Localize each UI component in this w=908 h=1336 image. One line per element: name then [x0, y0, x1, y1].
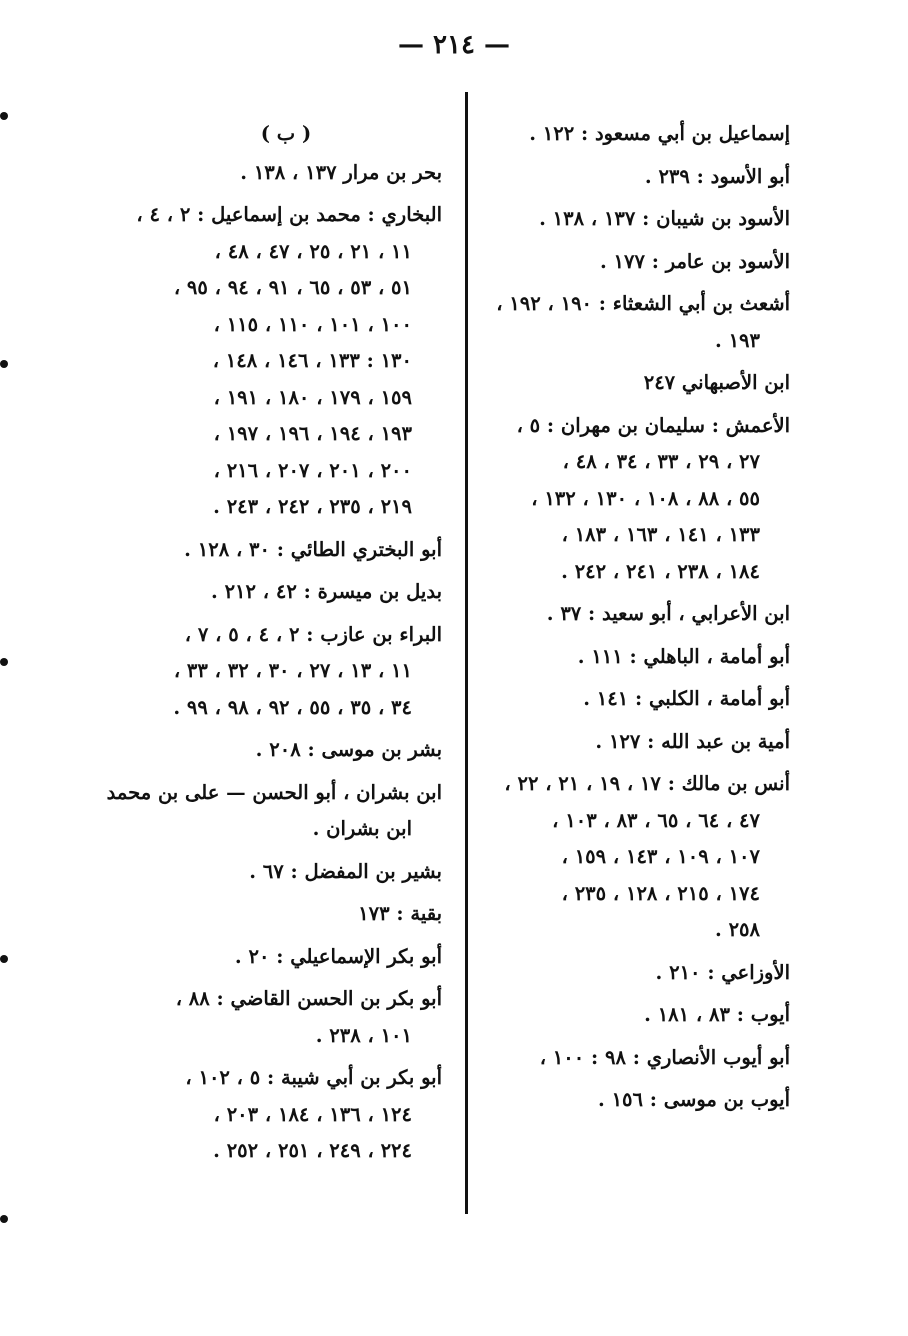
- index-entry: [130, 732, 442, 769]
- entry-name-line: البخاري : محمد بن إسماعيل : ٢ ، ٤ ،: [136, 203, 442, 226]
- index-entry: [488, 1082, 790, 1119]
- entry-name-line: ابن بشران ، أبو الحسن — على بن محمد: [106, 780, 442, 804]
- entry-name-line: أبو الأسود : ٢٣٩ .: [644, 164, 790, 188]
- index-entry: [488, 681, 790, 718]
- entry-name-line: أبو أيوب الأنصاري : ٩٨ : ١٠٠ ،: [539, 1045, 790, 1069]
- entry-pages-line: ١٩٣ .: [715, 328, 760, 352]
- entry-name-line: الأعمش : سليمان بن مهران : ٥ ،: [516, 413, 790, 437]
- entry-pages-line: ١٠٧ ، ١٠٩ ، ١٤٣ ، ١٥٩ ،: [561, 845, 760, 868]
- index-entry: [130, 939, 442, 976]
- entry-pages-line: ١١ ، ١٣ ، ٢٧ ، ٣٠ ، ٣٢ ، ٣٣ ،: [173, 659, 412, 682]
- entry-name-line: أبو البختري الطائي : ٣٠ ، ١٢٨ .: [184, 537, 442, 561]
- index-entry: [488, 997, 790, 1034]
- entry-name-line: أمية بن عبد الله : ١٢٧ .: [595, 729, 790, 753]
- entry-pages-line: ١٨٤ ، ٢٣٨ ، ٢٤١ ، ٢٤٢ .: [561, 559, 760, 583]
- entry-pages-line: ٣٤ ، ٣٥ ، ٥٥ ، ٩٢ ، ٩٨ ، ٩٩ .: [173, 695, 412, 719]
- entry-pages-line: ١٠١ ، ٢٣٨ .: [315, 1023, 412, 1047]
- index-entry: [130, 1060, 442, 1170]
- entry-pages-line: ١٣٠ : ١٣٣ ، ١٤٦ ، ١٤٨ ،: [212, 349, 412, 372]
- entry-pages-line: ٢٥٨ .: [715, 918, 760, 941]
- entry-pages-line: ١٩٣ ، ١٩٤ ، ١٩٦ ، ١٩٧ ،: [213, 422, 412, 445]
- index-entry: [488, 244, 790, 281]
- entry-pages-line: ١٥٩ ، ١٧٩ ، ١٨٠ ، ١٩١ ،: [213, 385, 412, 409]
- entry-name-line: البراء بن عازب : ٢ ، ٤ ، ٥ ، ٧ ،: [184, 622, 442, 646]
- entry-name-line: أيوب : ٨٣ ، ١٨١ .: [644, 1003, 790, 1026]
- index-entry: [130, 854, 442, 891]
- entry-name-line: أبو بكر الإسماعيلي : ٢٠ .: [234, 944, 442, 968]
- index-entry: [488, 201, 790, 238]
- entry-pages-line: ٤٧ ، ٦٤ ، ٦٥ ، ٨٣ ، ١٠٣ ،: [552, 808, 760, 832]
- entry-name-line: إسماعيل بن أبي مسعود : ١٢٢ .: [529, 122, 790, 145]
- entry-pages-line: ٥٥ ، ٨٨ ، ١٠٨ ، ١٣٠ ، ١٣٢ ،: [531, 486, 760, 510]
- entry-name-line: بحر بن مرار ١٣٧ ، ١٣٨ .: [240, 160, 442, 184]
- entry-pages-line: ١٠٠ ، ١٠١ ، ١١٠ ، ١١٥ ،: [213, 312, 412, 336]
- entry-name-line: ابن الأصبهاني ٢٤٧: [643, 371, 790, 394]
- index-entry: [106, 775, 442, 848]
- entry-name-line: بقية : ١٧٣: [358, 902, 442, 925]
- index-column-left: [106, 116, 442, 1176]
- entry-pages-line: ١٣٣ ، ١٤١ ، ١٦٣ ، ١٨٣ ،: [561, 523, 760, 546]
- index-entry: [488, 639, 790, 676]
- index-entry: [130, 197, 442, 526]
- entry-name-line: أبو بكر بن الحسن القاضي : ٨٨ ،: [175, 987, 442, 1010]
- entry-name-line: أبو أمامة ، الكلبي : ١٤١ .: [583, 687, 790, 710]
- margin-mark: [0, 360, 8, 368]
- index-entry: [488, 286, 790, 359]
- index-entry: [130, 896, 442, 933]
- index-entry: [488, 596, 790, 633]
- index-entry: [130, 617, 442, 727]
- index-entry: [488, 724, 790, 761]
- entry-name-line: بشير بن المفضل : ٦٧ .: [249, 859, 442, 883]
- index-entry: [130, 532, 442, 569]
- margin-mark: [0, 1215, 8, 1223]
- margin-mark: [0, 112, 8, 120]
- entry-name-line: ابن الأعرابي ، أبو سعيد : ٣٧ .: [546, 602, 790, 625]
- section-heading: ( ب ): [260, 122, 312, 145]
- entry-pages-line: ٢٧ ، ٢٩ ، ٣٣ ، ٣٤ ، ٤٨ ،: [562, 450, 760, 473]
- index-entry: [488, 955, 790, 992]
- entry-name-line: أبو بكر بن أبي شيبة : ٥ ، ١٠٢ ،: [185, 1066, 442, 1089]
- entry-name-line: أيوب بن موسى : ١٥٦ .: [597, 1088, 790, 1111]
- page-number: — ٢١٤ —: [397, 30, 511, 60]
- entry-pages-line: ١٢٤ ، ١٣٦ ، ١٨٤ ، ٢٠٣ ،: [213, 1102, 412, 1126]
- entry-pages-line: ابن بشران .: [312, 817, 412, 840]
- entry-name-line: الأسود بن شيبان : ١٣٧ ، ١٣٨ .: [539, 207, 790, 230]
- index-column-right: [488, 116, 790, 1125]
- index-entry: [488, 116, 790, 153]
- index-entry: [488, 1040, 790, 1077]
- index-entry: [488, 766, 790, 949]
- entry-pages-line: ٢٢٤ ، ٢٤٩ ، ٢٥١ ، ٢٥٢ .: [213, 1139, 412, 1162]
- index-entry: [130, 155, 442, 192]
- index-entry: [488, 408, 790, 591]
- margin-mark: [0, 658, 8, 666]
- entry-name-line: بشر بن موسى : ٢٠٨ .: [255, 738, 442, 761]
- entry-name-line: الأوزاعي : ٢١٠ .: [655, 960, 790, 984]
- entry-pages-line: ٥١ ، ٥٣ ، ٦٥ ، ٩١ ، ٩٤ ، ٩٥ ،: [173, 276, 412, 299]
- margin-mark: [0, 955, 8, 963]
- entry-pages-line: ١٧٤ ، ٢١٥ ، ١٢٨ ، ٢٣٥ ،: [561, 881, 760, 905]
- index-entry: [130, 574, 442, 611]
- entry-name-line: بديل بن ميسرة : ٤٢ ، ٢١٢ .: [210, 580, 442, 603]
- entry-name-line: أبو أمامة ، الباهلي : ١١١ .: [577, 644, 790, 668]
- column-divider: [465, 92, 468, 1214]
- entry-pages-line: ٢١٩ ، ٢٣٥ ، ٢٤٢ ، ٢٤٣ .: [213, 495, 412, 518]
- index-entry: [488, 365, 790, 402]
- entry-name-line: أنس بن مالك : ١٧ ، ١٩ ، ٢١ ، ٢٢ ،: [504, 772, 790, 795]
- index-entry: [130, 981, 442, 1054]
- entry-pages-line: ٢٠٠ ، ٢٠١ ، ٢٠٧ ، ٢١٦ ،: [213, 458, 412, 482]
- entry-pages-line: ١١ ، ٢١ ، ٢٥ ، ٤٧ ، ٤٨ ،: [214, 239, 412, 263]
- entry-name-line: أشعث بن أبي الشعثاء : ١٩٠ ، ١٩٢ ،: [496, 292, 790, 315]
- index-entry: [488, 159, 790, 196]
- entry-name-line: الأسود بن عامر : ١٧٧ .: [599, 249, 790, 273]
